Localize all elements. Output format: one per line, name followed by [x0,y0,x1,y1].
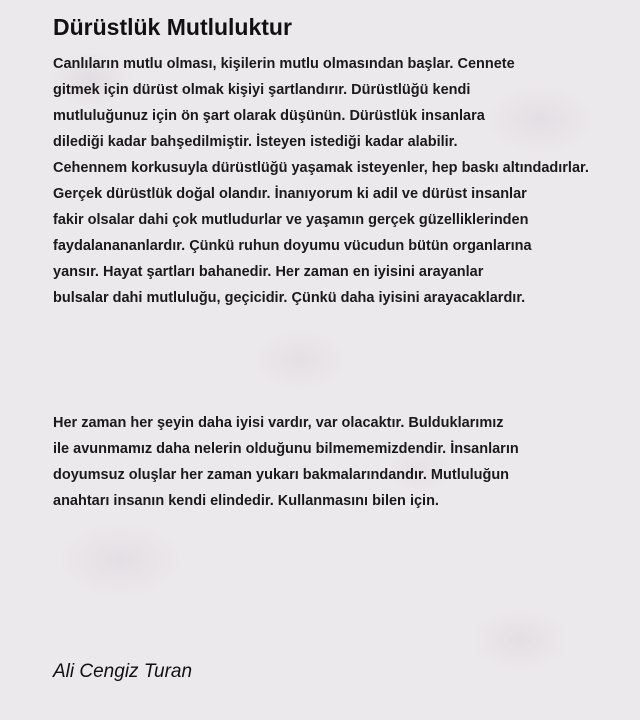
poem-title: Dürüstlük Mutluluktur [53,14,292,40]
poem-line: anahtarı insanın kendi elindedir. Kullanmasını bilen için. [53,493,439,509]
poem-line: Gerçek dürüstlük doğal olandır. İnanıyorum ki adil ve dürüst insanlar [53,186,527,202]
poem-line: faydalanananlardır. Çünkü ruhun doyumu vücudun bütün organlarına [53,238,532,254]
poem-line: gitmek için dürüst olmak kişiyi şartlandırır. Dürüstlüğü kendi [53,82,471,98]
poem-line: yansır. Hayat şartları bahanedir. Her zaman en iyisini arayanlar [53,264,484,280]
poem-line: dilediği kadar bahşedilmiştir. İsteyen istediği kadar alabilir. [53,134,458,150]
poem-line: Canlıların mutlu olması, kişilerin mutlu olmasından başlar. Cennete [53,56,515,72]
poem-line: mutluluğunuz için ön şart olarak düşünün. Dürüstlük insanlara [53,108,485,124]
poem-line: fakir olsalar dahi çok mutludurlar ve yaşamın gerçek güzelliklerinden [53,212,529,228]
poem-stanza-2 [53,410,519,514]
poem-line: ile avunmamız daha nelerin olduğunu bilmememizdendir. İnsanların [53,441,519,457]
poem-stanza-1 [53,51,589,311]
poem-author: Ali Cengiz Turan [53,661,193,682]
poem-line: Cehennem korkusuyla dürüstlüğü yaşamak isteyenler, hep baskı altındadırlar. [53,160,589,176]
poem-line: bulsalar dahi mutluluğu, geçicidir. Çünkü daha iyisini arayacaklardır. [53,290,526,306]
poem-line: Her zaman her şeyin daha iyisi vardır, var olacaktır. Bulduklarımız [53,415,504,431]
poem-line: doyumsuz oluşlar her zaman yukarı bakmalarındandır. Mutluluğun [53,467,510,483]
